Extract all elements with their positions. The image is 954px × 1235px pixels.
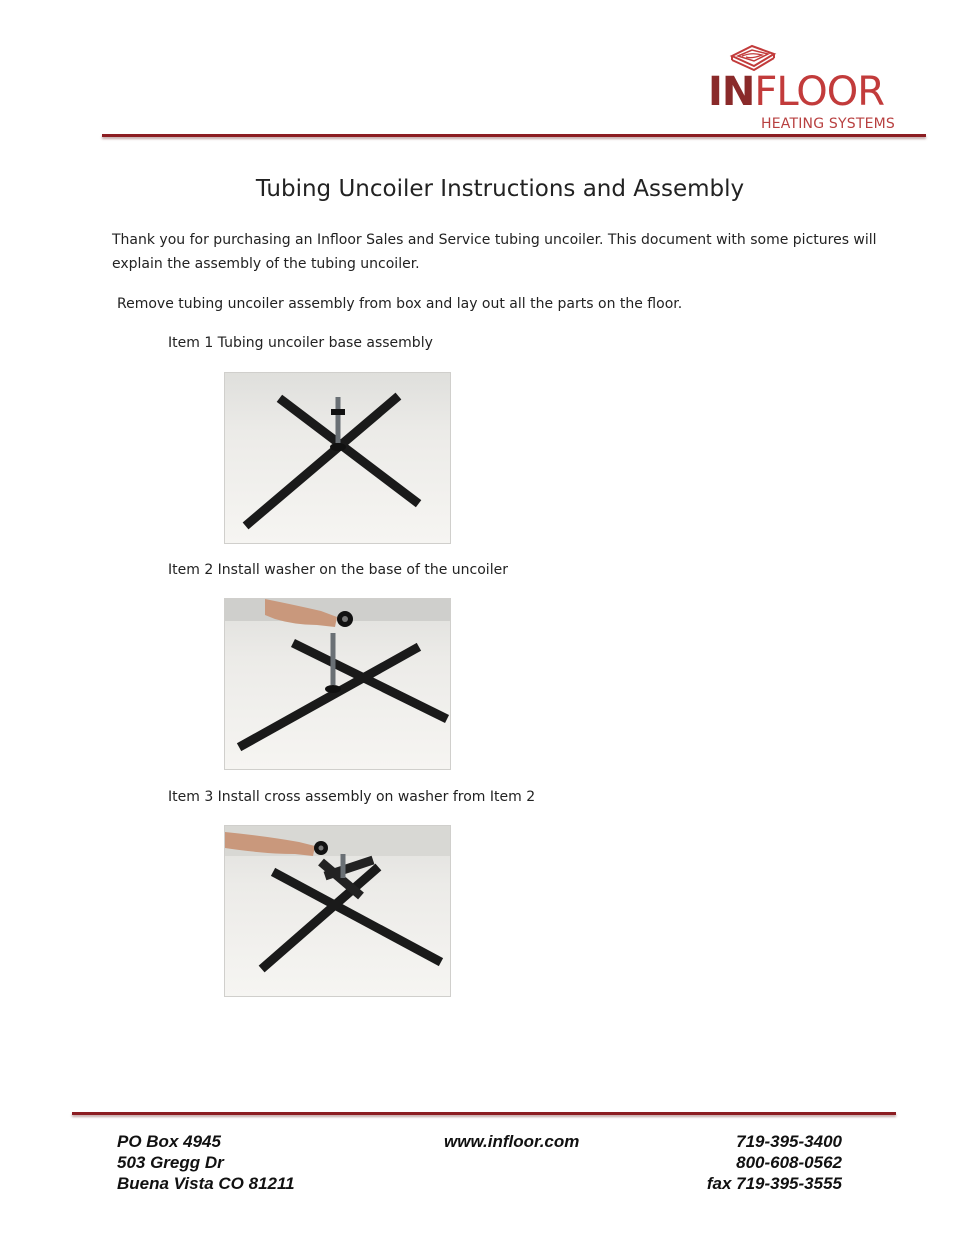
- footer-address-line-2: 503 Gregg Dr: [117, 1153, 224, 1172]
- footer-website[interactable]: www.infloor.com: [444, 1132, 580, 1151]
- item-2-label: Item 2 Install washer on the base of the uncoiler: [168, 562, 508, 578]
- uncoiler-base-image: [225, 373, 450, 543]
- item-3-photo: [224, 825, 451, 997]
- header-divider: [102, 134, 926, 137]
- footer-fax: fax 719-395-3555: [706, 1174, 842, 1193]
- logo-brand-in: IN: [708, 69, 755, 115]
- footer-contact: [707, 1131, 842, 1194]
- infloor-logo: [700, 40, 920, 140]
- footer-phone-1: 719-395-3400: [736, 1132, 842, 1151]
- intro-line-1: Thank you for purchasing an Infloor Sales and Service tubing uncoiler. This document with some pictures will: [112, 232, 877, 248]
- document-title: Tubing Uncoiler Instructions and Assembly: [255, 176, 745, 202]
- logo-brand: [708, 70, 884, 114]
- footer-phone-2: 800-608-0562: [736, 1153, 842, 1172]
- intro-line-2: explain the assembly of the tubing uncoiler.: [112, 256, 420, 272]
- cross-assembly-image: [225, 826, 450, 996]
- item-1-label: Item 1 Tubing uncoiler base assembly: [168, 335, 433, 351]
- item-2-photo: [224, 598, 451, 770]
- footer-address-line-1: PO Box 4945: [117, 1132, 221, 1151]
- item-3-label: Item 3 Install cross assembly on washer from Item 2: [168, 789, 536, 805]
- footer-address-line-3: Buena Vista CO 81211: [117, 1174, 295, 1193]
- intro-paragraph: [112, 228, 912, 276]
- washer-install-image: [225, 599, 450, 769]
- footer-divider: [72, 1112, 896, 1115]
- item-1-photo: [224, 372, 451, 544]
- instruction-text: Remove tubing uncoiler assembly from box and lay out all the parts on the floor.: [117, 296, 683, 312]
- footer-address: [117, 1131, 295, 1194]
- logo-tagline: HEATING SYSTEMS: [761, 116, 896, 132]
- infloor-logo-mark-icon: [728, 42, 778, 72]
- logo-brand-floor: FLOOR: [754, 69, 884, 115]
